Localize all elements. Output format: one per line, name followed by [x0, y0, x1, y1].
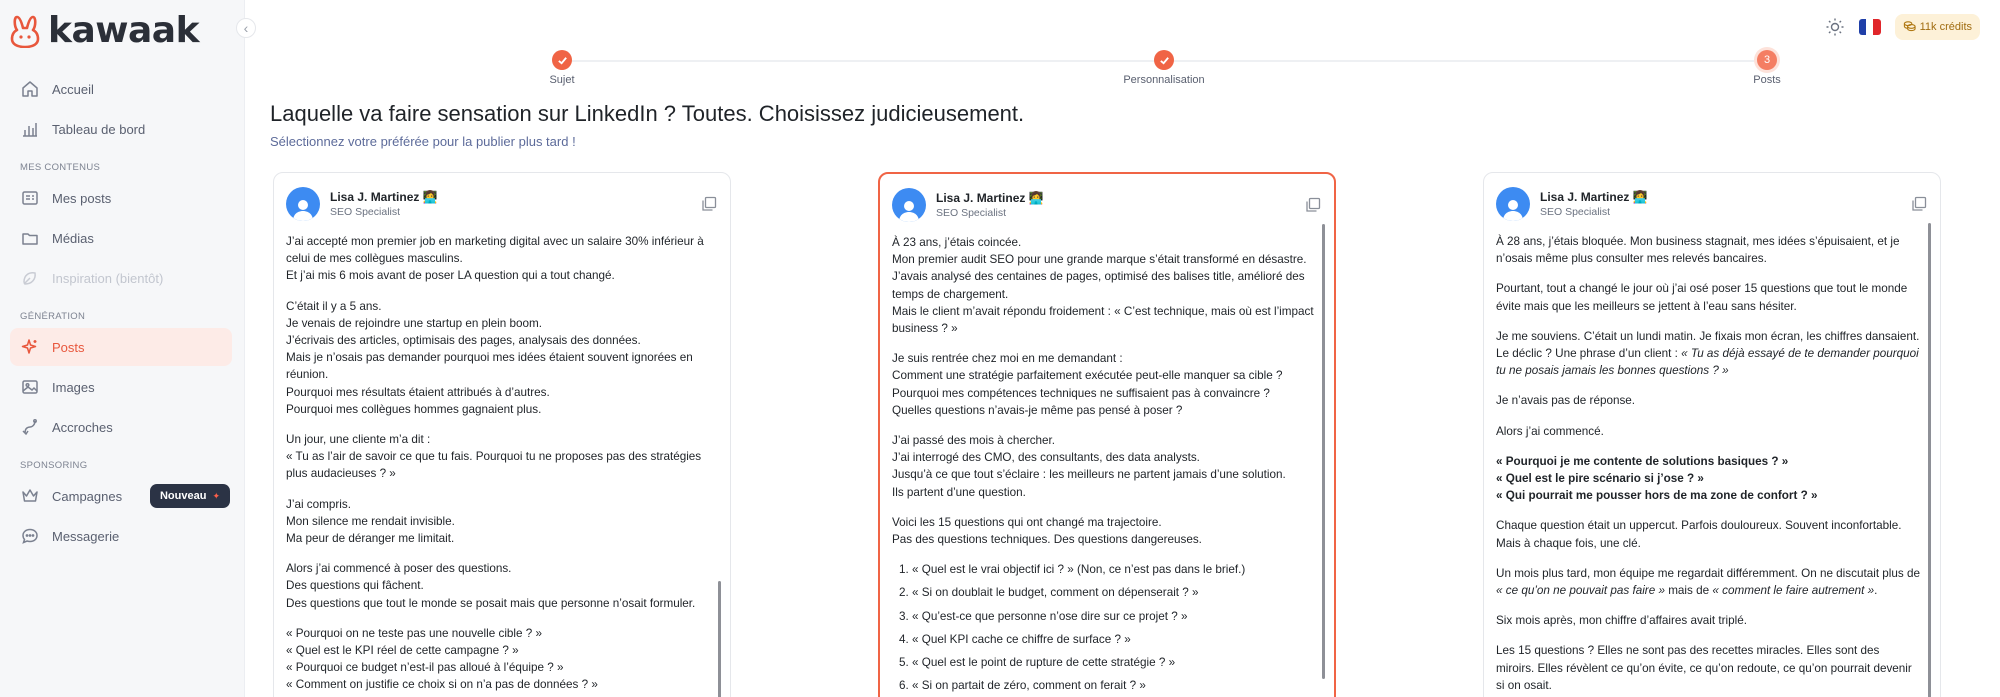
flag-stripe: [1859, 19, 1866, 35]
sidebar-item-tableau-de-bord[interactable]: [10, 110, 232, 148]
language-flag-fr-icon[interactable]: [1859, 19, 1881, 35]
post-line: C’était il y a 5 ans.: [286, 299, 382, 313]
copy-icon[interactable]: [1304, 196, 1322, 214]
page-subtitle: Sélectionnez votre préférée pour la publier plus tard !: [270, 134, 576, 149]
sidebar-item-label: Accueil: [52, 81, 94, 97]
post-paragraph: [286, 560, 710, 612]
section-label-generation: GÉNÉRATION: [20, 311, 86, 322]
post-line: Un jour, une cliente m’a dit :: [286, 433, 431, 447]
post-quote: « ce qu’on ne pouvait pas faire »: [1496, 584, 1665, 598]
page-title: Laquelle va faire sensation sur LinkedIn ? Toutes. Choisissez judicieusement.: [270, 101, 1025, 126]
step-sujet[interactable]: [502, 50, 622, 86]
step-label: Posts: [1753, 74, 1781, 86]
post-paragraph: Six mois après, mon chiffre d’affaires avait triplé.: [1496, 614, 1747, 628]
sidebar-item-label: Mes posts: [52, 190, 112, 206]
post-line: Voici les 15 questions qui ont changé ma trajectoire.: [892, 515, 1162, 529]
copy-icon[interactable]: [1910, 195, 1928, 213]
avatar: [892, 188, 926, 222]
post-content: [286, 233, 710, 697]
post-paragraph: [1496, 328, 1920, 380]
scrollbar[interactable]: [1928, 223, 1931, 697]
step-number: 3: [1757, 50, 1777, 70]
sidebar-item-images[interactable]: [10, 368, 232, 406]
post-line: Quelles questions n’avais-je même pas pensé à poser ?: [892, 403, 1183, 417]
post-card-header: [892, 186, 1322, 224]
post-paragraph: [1496, 453, 1920, 505]
post-line: Mais le client m’avait répondu froidement : « C’est technique, mais où est l’impact business ? »: [892, 304, 1314, 336]
author-role: SEO Specialist: [330, 206, 401, 218]
sidebar-item-label: Inspiration (bientôt): [52, 270, 164, 286]
post-card-1[interactable]: [273, 172, 731, 697]
post-line: Jusqu’à ce que tout s’éclaire : les meilleurs ne partent jamais d’une solution.: [892, 468, 1286, 482]
bar-chart-icon: [20, 119, 40, 139]
post-paragraph: [286, 625, 710, 694]
sidebar-item-label: Accroches: [52, 419, 113, 435]
post-text: mais de: [1664, 584, 1713, 598]
sidebar-item-medias[interactable]: [10, 219, 232, 257]
step-personnalisation[interactable]: [1104, 50, 1224, 86]
post-content: [1496, 233, 1920, 697]
post-line: Je venais de rejoindre une startup en plein boom.: [286, 316, 542, 330]
post-text: Je me souviens. C’était un lundi matin. Je fixais mon écran, les chiffres dansaient. Le déclic ? Une phrase d’un client :: [1496, 329, 1920, 361]
post-paragraph: [286, 233, 710, 285]
post-bold-line: « Pourquoi je me contente de solutions basiques ? »: [1496, 454, 1789, 468]
post-line: À 23 ans, j’étais coincée.: [892, 236, 1022, 249]
post-line: Mon premier audit SEO pour une grande marque s’était transformé en désastre.: [892, 253, 1307, 267]
step-posts[interactable]: [1707, 50, 1827, 86]
post-line: Ma peur de déranger me limitait.: [286, 532, 455, 546]
new-badge-label: Nouveau: [159, 490, 207, 502]
credits-label: 11k crédits: [1919, 21, 1972, 33]
scrollbar[interactable]: [1322, 224, 1325, 679]
post-paragraph: Les 15 questions ? Elles ne sont pas des recettes miracles. Elles sont des miroirs. Elles révèlent ce qu’on évite, ce qu’on redoute, ce qu’on pourrait devenir si on osait.: [1496, 644, 1912, 692]
post-bold-line: « Quel est le pire scénario si j’ose ? »: [1496, 472, 1704, 486]
post-line: « Tu as l’air de savoir ce que tu fais. Pourquoi tu ne proposes pas des stratégies plus audacieuses ? »: [286, 450, 702, 481]
check-icon: [1154, 50, 1174, 70]
posts-icon: [20, 188, 40, 208]
author-name: Lisa J. Martinez 👩‍💻: [330, 190, 438, 204]
sidebar-item-label: Médias: [52, 230, 94, 246]
sidebar-item-label: Images: [52, 379, 95, 395]
post-line: Mais je n’osais pas demander pourquoi mes idées étaient souvent ignorées en réunion.: [286, 351, 693, 382]
new-badge: [150, 484, 230, 508]
post-bold-line: « Qui pourrait me pousser hors de ma zone de confort ? »: [1496, 489, 1818, 503]
post-line: J’ai interrogé des CMO, des consultants, des data analysts.: [892, 451, 1200, 465]
list-item: 4. « Quel KPI cache ce chiffre de surface ? »: [912, 631, 1314, 648]
step-label: Personnalisation: [1123, 74, 1205, 86]
section-label-sponsoring: SPONSORING: [20, 460, 88, 471]
collapse-sidebar-button[interactable]: [236, 18, 256, 38]
post-paragraph: Alors j’ai commencé.: [1496, 424, 1604, 438]
post-paragraph: [892, 234, 1314, 337]
folder-icon: [20, 228, 40, 248]
author-role: SEO Specialist: [1540, 206, 1611, 218]
post-line: Chaque question était un uppercut. Parfois douloureux. Souvent inconfortable.: [1496, 519, 1902, 533]
post-line: J’avais analysé des centaines de pages, optimisé des balises title, amélioré des temps de chargement.: [892, 270, 1305, 301]
post-line: Pourquoi mes résultats étaient attribués à d’autres.: [286, 385, 550, 399]
post-card-header: [286, 185, 718, 223]
post-line: Mon silence me rendait invisible.: [286, 514, 455, 528]
questions-list: [912, 561, 1314, 694]
list-item: 5. « Quel est le point de rupture de cette stratégie ? »: [912, 654, 1314, 671]
avatar: [286, 187, 320, 221]
post-line: Des questions que tout le monde se posait mais que personne n’osait formuler.: [286, 596, 696, 610]
chevron-left-icon: ‹: [243, 20, 249, 36]
sidebar-item-accroches[interactable]: [10, 408, 232, 446]
post-paragraph: [286, 298, 710, 418]
sidebar-item-inspiration: [10, 259, 232, 297]
post-line: « Quel est le KPI réel de cette campagne ? »: [286, 644, 519, 658]
coins-icon: [1903, 19, 1916, 35]
post-line: Comment une stratégie parfaitement exécutée peut-elle manquer sa cible ?: [892, 369, 1283, 383]
sidebar-item-messagerie[interactable]: [10, 517, 232, 555]
sparkle-dot-icon: ✦: [212, 490, 220, 501]
sidebar-item-label: Campagnes: [52, 488, 123, 504]
check-icon: [552, 50, 572, 70]
credits-badge[interactable]: [1895, 14, 1980, 40]
scrollbar[interactable]: [718, 581, 721, 697]
post-line: J’ai compris.: [286, 497, 351, 511]
post-line: Et j’ai mis 6 mois avant de poser LA question qui a tout changé.: [286, 269, 615, 283]
sidebar-item-label: Tableau de bord: [52, 121, 146, 137]
post-paragraph: [1496, 517, 1920, 551]
sidebar-item-label: Messagerie: [52, 528, 120, 544]
avatar: [1496, 187, 1530, 221]
list-item: 3. « Qu’est-ce que personne n’ose dire sur ce projet ? »: [912, 608, 1314, 625]
author-block: [1540, 190, 1648, 218]
post-paragraph: [892, 350, 1314, 419]
section-label-contenus: MES CONTENUS: [20, 162, 101, 173]
sidebar-item-accueil[interactable]: [10, 70, 232, 108]
post-quote: « Tu as déjà essayé de te demander pourquoi tu ne posais jamais les bonnes questions ? »: [1496, 347, 1919, 378]
post-line: Pas des questions techniques. Des questions dangereuses.: [892, 533, 1202, 547]
post-line: J’ai accepté mon premier job en marketing digital avec un salaire 30% inférieur à celui de mes collègues masculins.: [286, 235, 704, 266]
flag-stripe: [1873, 19, 1880, 35]
post-line: « Pourquoi ce budget n’est-il pas alloué à l’équipe ? »: [286, 661, 564, 675]
post-card-2[interactable]: [878, 172, 1336, 697]
post-line: Pourquoi mes collègues hommes gagnaient plus.: [286, 402, 542, 416]
post-line: J’ai passé des mois à chercher.: [892, 434, 1056, 448]
post-line: J’écrivais des articles, optimisais des pages, analysais des données.: [286, 334, 641, 348]
chat-icon: [20, 526, 40, 546]
user-silhouette-icon: [896, 196, 922, 222]
crown-icon: [20, 486, 40, 506]
inspiration-icon: [20, 268, 40, 288]
image-icon: [20, 377, 40, 397]
sidebar: [0, 0, 249, 697]
sidebar-item-posts[interactable]: [10, 328, 232, 366]
post-quote: « comment le faire autrement »: [1712, 584, 1875, 598]
post-line: Pourquoi mes compétences techniques ne suffisaient pas à convaincre ?: [892, 386, 1270, 400]
list-item: 6. « Si on partait de zéro, comment on ferait ? »: [912, 677, 1314, 694]
post-card-header: [1496, 185, 1928, 223]
post-line: Mais à chaque fois, une clé.: [1496, 536, 1641, 550]
sidebar-item-mes-posts[interactable]: [10, 179, 232, 217]
hook-icon: [20, 417, 40, 437]
post-line: Alors j’ai commencé à poser des questions.: [286, 562, 512, 576]
logo-text: kawaak: [48, 10, 200, 51]
home-icon: [20, 79, 40, 99]
author-block: [936, 191, 1044, 219]
theme-toggle-sun-icon[interactable]: [1825, 17, 1845, 37]
post-text: .: [1874, 584, 1878, 598]
list-item: 1. « Quel est le vrai objectif ici ? » (Non, ce n’est pas dans le brief.): [912, 561, 1314, 578]
post-card-3[interactable]: [1483, 172, 1941, 697]
author-block: [330, 190, 438, 218]
post-paragraph: [1496, 565, 1920, 599]
post-line: Ils partent d’une question.: [892, 485, 1026, 499]
post-line: Je suis rentrée chez moi en me demandant :: [892, 352, 1123, 366]
progress-stepper: [549, 50, 1781, 90]
sidebar-item-label: Posts: [52, 339, 85, 355]
post-line: « Comment on justifie ce choix si on n’a pas de données ? »: [286, 678, 598, 692]
flag-stripe: [1866, 19, 1873, 35]
author-role: SEO Specialist: [936, 207, 1007, 219]
author-name: Lisa J. Martinez 👩‍💻: [936, 191, 1044, 205]
step-label: Sujet: [549, 74, 575, 86]
bunny-logo-icon: [8, 14, 42, 48]
top-right-controls: [1825, 14, 1980, 40]
post-text: Un mois plus tard, mon équipe me regardait différemment. On ne discutait plus de: [1496, 566, 1920, 580]
post-paragraph: [286, 431, 710, 483]
user-silhouette-icon: [1500, 195, 1526, 221]
post-line: « Pourquoi on ne teste pas une nouvelle cible ? »: [286, 626, 543, 640]
post-paragraph: Je n’avais pas de réponse.: [1496, 394, 1636, 408]
post-line: Des questions qui fâchent.: [286, 579, 424, 593]
sidebar-nav: [10, 70, 232, 557]
author-name: Lisa J. Martinez 👩‍💻: [1540, 190, 1648, 204]
list-item: 2. « Si on doublait le budget, comment on dépenserait ? »: [912, 584, 1314, 601]
post-paragraph: Pourtant, tout a changé le jour où j’ai osé poser 15 questions que tout le monde évite mais que les meilleurs se jettent à l’eau sans hésiter.: [1496, 282, 1908, 313]
post-paragraph: [286, 496, 710, 548]
copy-icon[interactable]: [700, 195, 718, 213]
post-content: [892, 234, 1314, 697]
post-paragraph: [892, 432, 1314, 501]
post-paragraph: [892, 514, 1314, 548]
sparkle-icon: [20, 337, 40, 357]
user-silhouette-icon: [290, 195, 316, 221]
logo[interactable]: [8, 10, 199, 51]
sidebar-item-campagnes[interactable]: [10, 477, 232, 515]
post-paragraph: À 28 ans, j’étais bloquée. Mon business stagnait, mes idées s’épuisaient, et je n’osais même plus consulter mes relevés bancaires.: [1496, 235, 1900, 266]
